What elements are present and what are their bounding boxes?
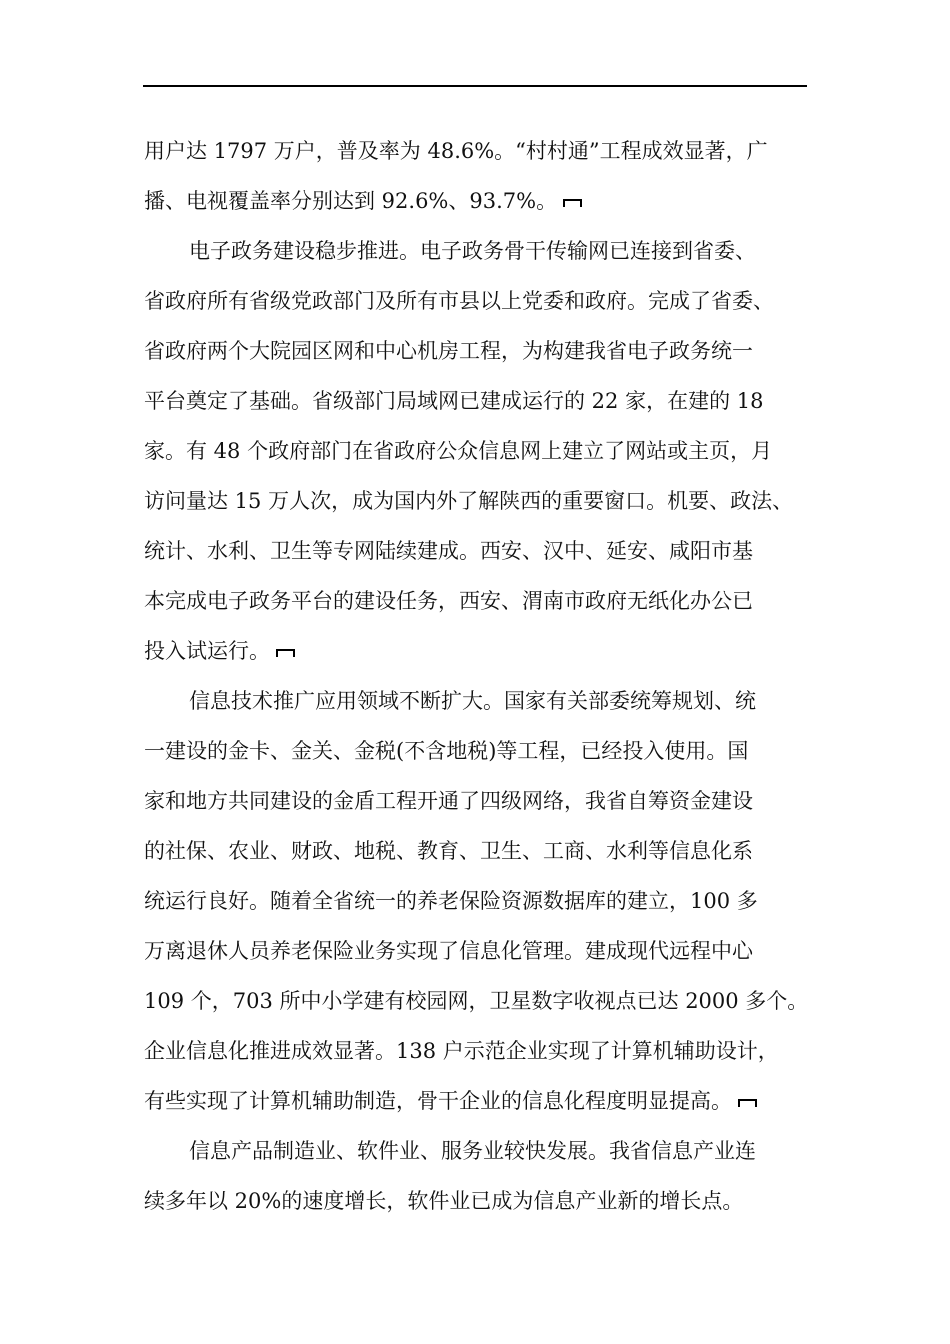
text-line — [144, 1176, 824, 1226]
text-line — [144, 126, 824, 176]
line-text: 109 个，703 所中小学建有校园网，卫星数字收视点已达 2000 多个。 — [144, 989, 809, 1013]
header-rule — [143, 85, 807, 87]
line-text: 电子政务建设稳步推进。电子政务骨干传输网已连接到省委、 — [189, 239, 756, 263]
text-line — [144, 476, 824, 526]
text-line — [144, 876, 824, 926]
text-line — [144, 826, 824, 876]
line-text: 家和地方共同建设的金盾工程开通了四级网络，我省自筹资金建设 — [144, 789, 753, 813]
text-line — [144, 176, 824, 226]
text-line — [144, 276, 824, 326]
line-text: 平台奠定了基础。省级部门局域网已建成运行的 22 家，在建的 18 — [144, 389, 764, 413]
text-line — [144, 526, 824, 576]
text-line — [144, 1076, 824, 1126]
line-text: 省政府所有省级党政部门及所有市县以上党委和政府。完成了省委、 — [144, 289, 774, 313]
line-text: 本完成电子政务平台的建设任务，西安、渭南市政府无纸化办公已 — [144, 589, 753, 613]
text-line — [144, 1026, 824, 1076]
text-line — [144, 376, 824, 426]
paragraph-mark-icon — [276, 649, 295, 657]
text-line — [144, 726, 824, 776]
document-body — [144, 126, 824, 1226]
text-line — [144, 976, 824, 1026]
line-text: 的社保、农业、财政、地税、教育、卫生、工商、水利等信息化系 — [144, 839, 753, 863]
line-text: 家。有 48 个政府部门在省政府公众信息网上建立了网站或主页，月 — [144, 439, 773, 463]
line-text: 投入试运行。 — [144, 639, 270, 663]
paragraph-first-line — [144, 676, 824, 726]
line-text: 一建设的金卡、金关、金税(不含地税)等工程，已经投入使用。国 — [144, 739, 749, 763]
text-line — [144, 926, 824, 976]
line-text: 信息技术推广应用领域不断扩大。国家有关部委统筹规划、统 — [189, 689, 756, 713]
paragraph-mark-icon — [563, 199, 582, 207]
paragraph-first-line — [144, 1126, 824, 1176]
line-text: 用户达 1797 万户，普及率为 48.6%。“村村通”工程成效显著，广 — [144, 139, 768, 163]
text-line — [144, 326, 824, 376]
text-line — [144, 776, 824, 826]
line-text: 信息产品制造业、软件业、服务业较快发展。我省信息产业连 — [189, 1139, 756, 1163]
text-line — [144, 626, 824, 676]
line-text: 万离退休人员养老保险业务实现了信息化管理。建成现代远程中心 — [144, 939, 753, 963]
line-text: 统运行良好。随着全省统一的养老保险资源数据库的建立，100 多 — [144, 889, 758, 913]
line-text: 续多年以 20%的速度增长，软件业已成为信息产业新的增长点。 — [144, 1189, 744, 1213]
line-text: 企业信息化推进成效显著。138 户示范企业实现了计算机辅助设计， — [144, 1039, 779, 1063]
line-text: 播、电视覆盖率分别达到 92.6%、93.7%。 — [144, 189, 558, 213]
paragraph-mark-icon — [738, 1099, 757, 1107]
paragraph-first-line — [144, 226, 824, 276]
text-line — [144, 576, 824, 626]
line-text: 统计、水利、卫生等专网陆续建成。西安、汉中、延安、咸阳市基 — [144, 539, 753, 563]
line-text: 访问量达 15 万人次，成为国内外了解陕西的重要窗口。机要、政法、 — [144, 489, 794, 513]
line-text: 省政府两个大院园区网和中心机房工程，为构建我省电子政务统一 — [144, 339, 753, 363]
text-line — [144, 426, 824, 476]
line-text: 有些实现了计算机辅助制造，骨干企业的信息化程度明显提高。 — [144, 1089, 732, 1113]
